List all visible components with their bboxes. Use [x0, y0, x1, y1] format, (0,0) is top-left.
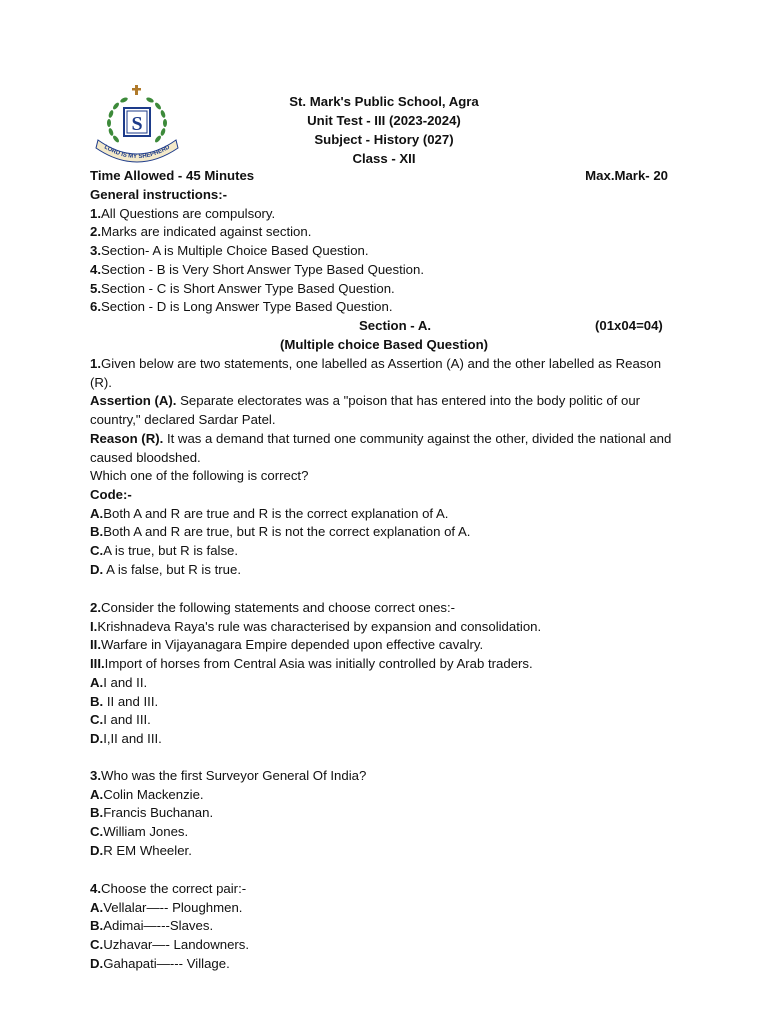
- question-2: [90, 599, 682, 749]
- option: D.R EM Wheeler.: [90, 842, 192, 858]
- question-3: [90, 767, 682, 861]
- section-subtitle: (Multiple choice Based Question): [279, 337, 489, 352]
- option: B.Both A and R are true, but R is not the correct explanation of A.: [90, 524, 471, 540]
- question-4: [90, 880, 682, 974]
- subject-name: Subject - History (027): [314, 132, 454, 147]
- option: B.Adimai—---Slaves.: [90, 918, 214, 934]
- time-allowed: Time Allowed - 45 Minutes: [90, 168, 255, 183]
- school-name: St. Mark's Public School, Agra: [289, 94, 479, 109]
- max-mark: Max.Mark- 20: [585, 168, 668, 183]
- exam-meta: [90, 167, 668, 186]
- instructions: [90, 186, 682, 317]
- option: C.William Jones.: [90, 824, 189, 840]
- option: D.Gahapati—--- Village.: [90, 955, 230, 971]
- test-name: Unit Test - III (2023-2024): [307, 113, 461, 128]
- option: A.I and II.: [90, 674, 148, 690]
- option: D. A is false, but R is true.: [90, 561, 241, 577]
- section-marks: (01x04=04): [595, 318, 663, 333]
- statement: I.Krishnadeva Raya's rule was characterised by expansion and consolidation.: [90, 618, 542, 634]
- statement: III.Import of horses from Central Asia was initially controlled by Arab traders.: [90, 656, 533, 672]
- question-text: 2.Consider the following statements and choose correct ones:-: [90, 600, 456, 615]
- reason: Reason (R). It was a demand that turned one community against the other, divided the national and caused bloodshed.: [90, 430, 672, 465]
- question-prompt: Which one of the following is correct?: [90, 468, 309, 484]
- option: D.I,II and III.: [90, 730, 162, 746]
- option: C.A is true, but R is false.: [90, 543, 239, 559]
- question-text: 3.Who was the first Surveyor General Of India?: [90, 768, 367, 783]
- assertion: Assertion (A). Separate electorates was a "poison that has entered into the body politic of our country," declared Sardar Patel.: [90, 393, 641, 428]
- instructions-title: General instructions:-: [90, 187, 228, 202]
- option: B. II and III.: [90, 693, 159, 709]
- instruction-item: 5.Section - C is Short Answer Type Based Question.: [90, 280, 395, 296]
- instruction-item: 6.Section - D is Long Answer Type Based Question.: [90, 299, 393, 315]
- instruction-item: 2.Marks are indicated against section.: [90, 224, 312, 240]
- logo-letter: S: [131, 113, 143, 135]
- question-text: 4.Choose the correct pair:-: [90, 881, 247, 896]
- statement: II.Warfare in Vijayanagara Empire depended upon effective cavalry.: [90, 637, 484, 653]
- logo-motto: LORD IS MY SHEPHERD: [102, 144, 172, 161]
- question-1: [90, 355, 682, 579]
- option: C.I and III.: [90, 712, 151, 728]
- question-text: 1.Given below are two statements, one labelled as Assertion (A) and the other labelled as Reason (R).: [90, 356, 662, 390]
- instruction-item: 3.Section- A is Multiple Choice Based Question.: [90, 243, 369, 259]
- class-name: Class - XII: [352, 151, 416, 166]
- option: B.Francis Buchanan.: [90, 805, 214, 821]
- option: A.Colin Mackenzie.: [90, 786, 204, 802]
- option: C.Uzhavar—- Landowners.: [90, 937, 250, 953]
- instruction-item: 1.All Questions are compulsory.: [90, 205, 276, 221]
- option: A.Vellalar—-- Ploughmen.: [90, 899, 243, 915]
- code-label: Code:-: [90, 486, 132, 502]
- section-title: Section - A.: [359, 318, 432, 333]
- instruction-item: 4.Section - B is Very Short Answer Type Based Question.: [90, 261, 425, 277]
- exam-header: [0, 92, 768, 168]
- option: A.Both A and R are true and R is the correct explanation of A.: [90, 505, 449, 521]
